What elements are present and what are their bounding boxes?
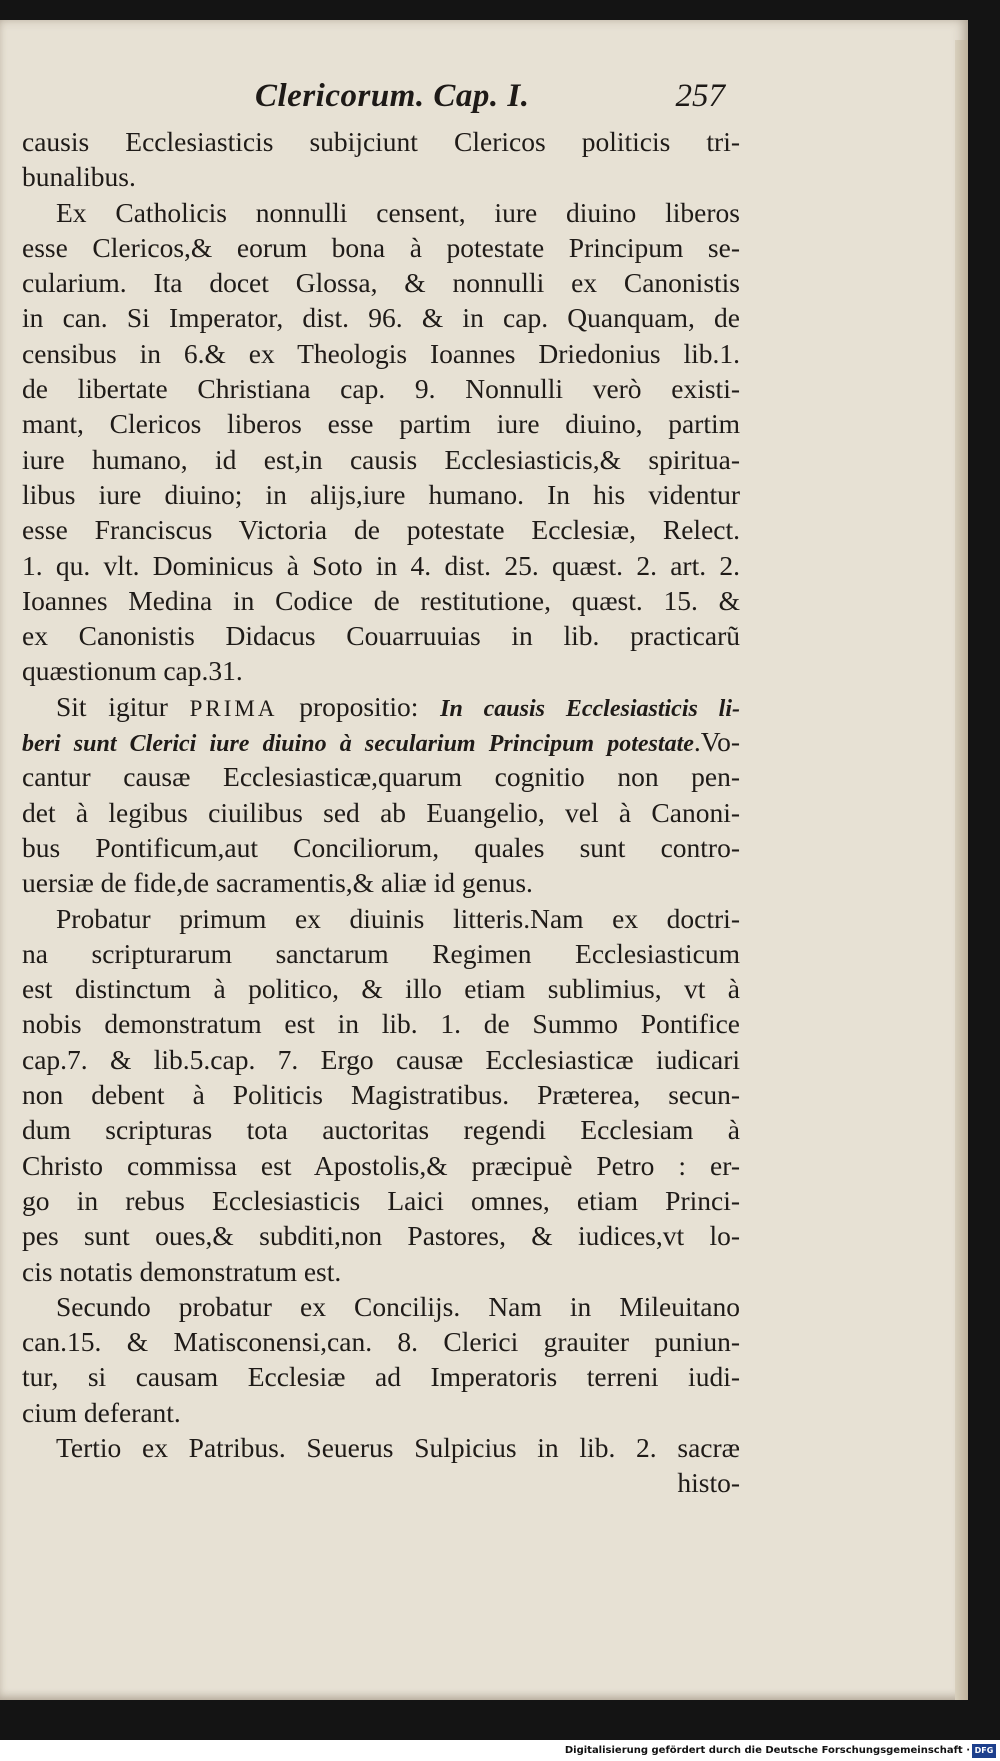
text-line: uersiæ de fide,de sacramentis,& aliæ id genus. <box>22 867 533 899</box>
text-line: non debent à Politicis Magistratibus. Præterea, secun- <box>22 1079 740 1111</box>
catchword: histo- <box>677 1467 740 1499</box>
text-line: Ex Catholicis nonnulli censent, iure diuino liberos <box>56 196 740 228</box>
text-line: can.15. & Matisconensi,can. 8. Clerici grauiter puniun- <box>22 1326 740 1358</box>
page-number: 257 <box>675 78 725 114</box>
text-line: go in rebus Ecclesiasticis Laici omnes, etiam Princi- <box>22 1184 740 1216</box>
proposition-tail: .Vo- <box>693 726 740 758</box>
text-line: esse Clericos,& eorum bona à potestate Principum se- <box>22 231 740 263</box>
text-line: de libertate Christiana cap. 9. Nonnulli verò existi- <box>22 373 740 405</box>
text-line: iure humano, id est,in causis Ecclesiasticis,& spiritua- <box>22 443 740 475</box>
text-line: ex Canonistis Didacus Couarruuias in lib. practicarũ <box>22 620 740 652</box>
text-line: Probatur primum ex diuinis litteris.Nam ex doctri- <box>56 902 740 934</box>
scanner-frame-right <box>968 0 1000 1725</box>
text-line: cantur causæ Ecclesiasticæ,quarum cognitio non pen- <box>22 761 740 793</box>
text-line: Secundo probatur ex Concilijs. Nam in Mileuitano <box>56 1290 740 1322</box>
text-line: Ioannes Medina in Codice de restitutione, quæst. 15. & <box>22 584 740 616</box>
proposition-line <box>22 724 740 759</box>
scanner-frame-top <box>0 0 1000 20</box>
text-line: in can. Si Imperator, dist. 96. & in cap. Quanquam, de <box>22 302 740 334</box>
page-edge-shadow <box>955 40 968 1720</box>
text-line: cap.7. & lib.5.cap. 7. Ergo causæ Ecclesiasticæ iudicari <box>22 1043 740 1075</box>
text-line: cium deferant. <box>22 1396 181 1428</box>
text-line: libus iure diuino; in alijs,iure humano. In his videntur <box>22 478 740 510</box>
text-line: Tertio ex Patribus. Seuerus Sulpicius in lib. 2. sacræ <box>56 1431 740 1463</box>
proposition-thesis-continued: beri sunt Clerici iure diuino à secularium Principum potestate <box>22 731 694 758</box>
proposition-line <box>22 689 740 724</box>
text-line: quæstionum cap.31. <box>22 655 243 687</box>
proposition-label: propositio: <box>277 690 441 722</box>
dfg-logo: DFG <box>972 1744 996 1758</box>
text-line: cularium. Ita docet Glossa, & nonnulli ex Canonistis <box>22 267 740 299</box>
scanner-frame-bottom <box>0 1700 1000 1740</box>
text-line: dum scripturas tota auctoritas regendi Ecclesiam à <box>22 1114 740 1146</box>
text-line: censibus in 6.& ex Theologis Ioannes Driedonius lib.1. <box>22 337 740 369</box>
text-line: pes sunt oues,& subditi,non Pastores, & iudices,vt lo- <box>22 1220 740 1252</box>
text-line: tur, si causam Ecclesiæ ad Imperatoris terreni iudi- <box>22 1361 740 1393</box>
attribution-text: Digitalisierung gefördert durch die Deutsche Forschungsgemeinschaft · <box>564 1745 970 1756</box>
text-line: causis Ecclesiasticis subijciunt Clericos politicis tri- <box>22 126 740 157</box>
text-line: mant, Clericos liberos esse partim iure diuino, partim <box>22 408 740 440</box>
text-line: bunalibus. <box>22 161 136 193</box>
running-head <box>255 78 725 122</box>
text-line: esse Franciscus Victoria de potestate Ecclesiæ, Relect. <box>22 514 740 546</box>
running-title: Clericorum. Cap. I. <box>255 78 530 114</box>
text-line: det à legibus ciuilibus sed ab Euangelio, vel à Canoni- <box>22 796 740 828</box>
text-line: nobis demonstratum est in lib. 1. de Summo Pontifice <box>22 1008 740 1040</box>
text-line: na scripturarum sanctarum Regimen Ecclesiasticum <box>22 937 740 969</box>
text-line: cis notatis demonstratum est. <box>22 1255 342 1287</box>
text-line: bus Pontificum,aut Conciliorum, quales sunt contro- <box>22 831 740 863</box>
text-line: Christo commissa est Apostolis,& præcipuè Petro : er- <box>22 1149 740 1181</box>
proposition-thesis: In causis Ecclesiasticis li- <box>440 695 741 722</box>
text-line: 1. qu. vlt. Dominicus à Soto in 4. dist. 25. quæst. 2. art. 2. <box>22 549 740 581</box>
proposition-ordinal: PRIMA <box>189 695 278 721</box>
text-line: est distinctum à politico, & illo etiam sublimius, vt à <box>22 973 740 1005</box>
proposition-intro: Sit igitur <box>56 690 190 722</box>
body-text <box>22 124 740 1501</box>
